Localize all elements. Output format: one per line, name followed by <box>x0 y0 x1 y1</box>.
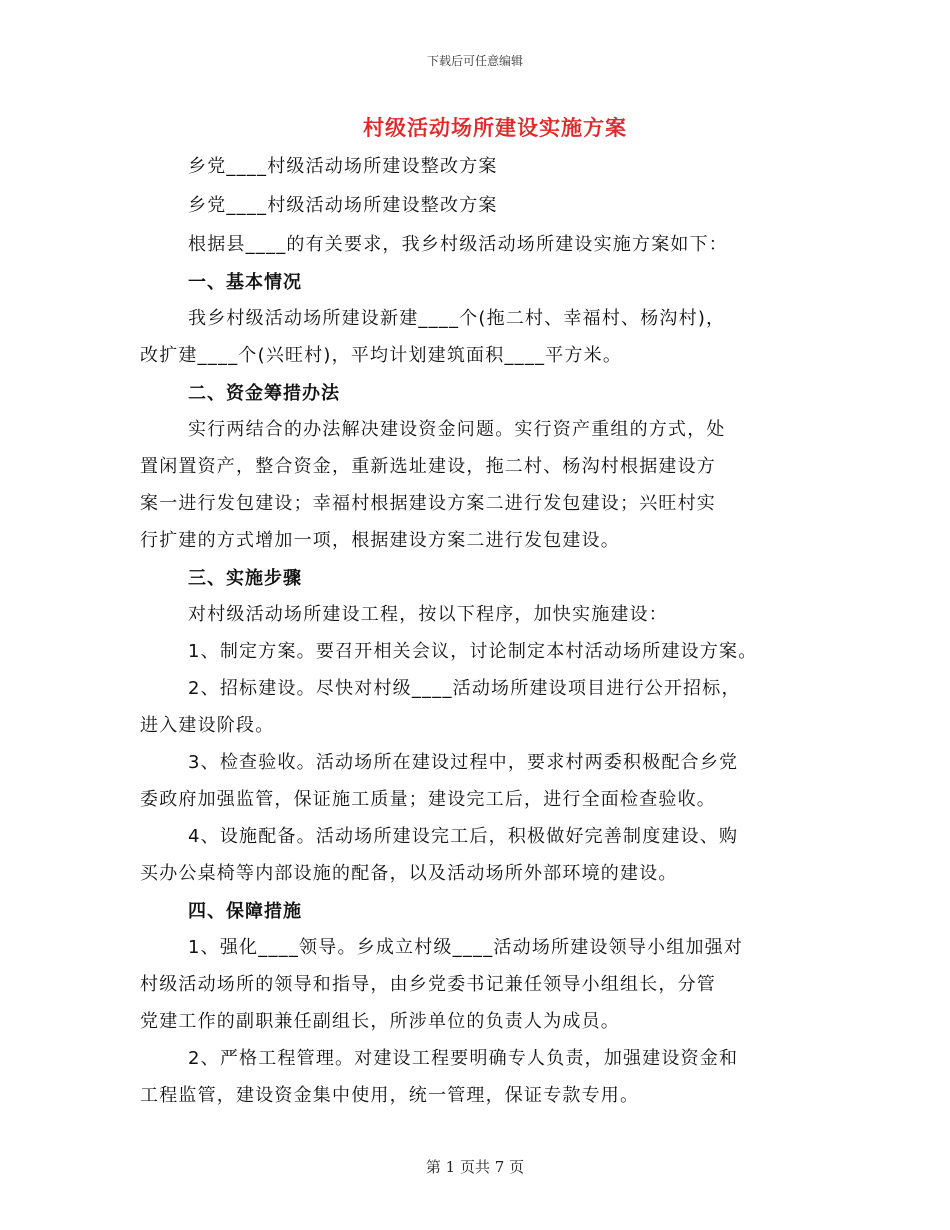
list-item: 2、严格工程管理。对建设工程要明确专人负责，加强建设资金和 <box>188 1048 739 1069</box>
header-note: 下载后可任意编辑 <box>426 54 523 68</box>
section-heading-steps: 三、实施步骤 <box>188 568 302 589</box>
paragraph-line: 行扩建的方式增加一项，根据建设方案二进行发包建设。 <box>140 530 620 551</box>
page-footer: 第 1 页共 7 页 <box>425 1158 525 1176</box>
list-item: 1、强化____领导。乡成立村级____活动场所建设领导小组加强对 <box>188 937 744 958</box>
list-item: 3、检查验收。活动场所在建设过程中，要求村两委积极配合乡党 <box>188 752 739 773</box>
paragraph-line: 村级活动场所的领导和指导，由乡党委书记兼任领导小组组长，分管 <box>140 974 716 995</box>
subtitle-line: 乡党____村级活动场所建设整改方案 <box>188 195 498 216</box>
paragraph-line: 置闲置资产，整合资金，重新选址建设，拖二村、杨沟村根据建设方 <box>140 456 716 477</box>
paragraph-line: 对村级活动场所建设工程，按以下程序，加快实施建设： <box>188 604 668 625</box>
paragraph-line: 我乡村级活动场所建设新建____个(拖二村、幸福村、杨沟村)， <box>188 308 726 329</box>
paragraph-line: 改扩建____个(兴旺村)，平均计划建筑面积____平方米。 <box>140 345 623 366</box>
document-title: 村级活动场所建设实施方案 <box>363 116 627 140</box>
intro-paragraph: 根据县____的有关要求，我乡村级活动场所建设实施方案如下： <box>188 234 728 255</box>
section-heading-funding: 二、资金筹措办法 <box>188 383 340 404</box>
paragraph-line: 工程监管，建设资金集中使用，统一管理，保证专款专用。 <box>140 1085 640 1106</box>
paragraph-line: 委政府加强监管，保证施工质量；建设完工后，进行全面检查验收。 <box>140 789 716 810</box>
list-item: 1、制定方案。要召开相关会议，讨论制定本村活动场所建设方案。 <box>188 641 758 662</box>
list-item: 4、设施配备。活动场所建设完工后，积极做好完善制度建设、购 <box>188 826 739 847</box>
paragraph-line: 实行两结合的办法解决建设资金问题。实行资产重组的方式，处 <box>188 419 726 440</box>
paragraph-line: 进入建设阶段。 <box>140 715 275 736</box>
paragraph-line: 案一进行发包建设；幸福村根据建设方案二进行发包建设；兴旺村实 <box>140 493 716 514</box>
section-heading-basic-situation: 一、基本情况 <box>188 272 302 293</box>
subtitle-line: 乡党____村级活动场所建设整改方案 <box>188 156 498 177</box>
paragraph-line: 党建工作的副职兼任副组长，所涉单位的负责人为成员。 <box>140 1011 620 1032</box>
paragraph-line: 买办公桌椅等内部设施的配备，以及活动场所外部环境的建设。 <box>140 863 678 884</box>
section-heading-safeguards: 四、保障措施 <box>188 901 302 922</box>
list-item: 2、招标建设。尽快对村级____活动场所建设项目进行公开招标， <box>188 678 741 699</box>
